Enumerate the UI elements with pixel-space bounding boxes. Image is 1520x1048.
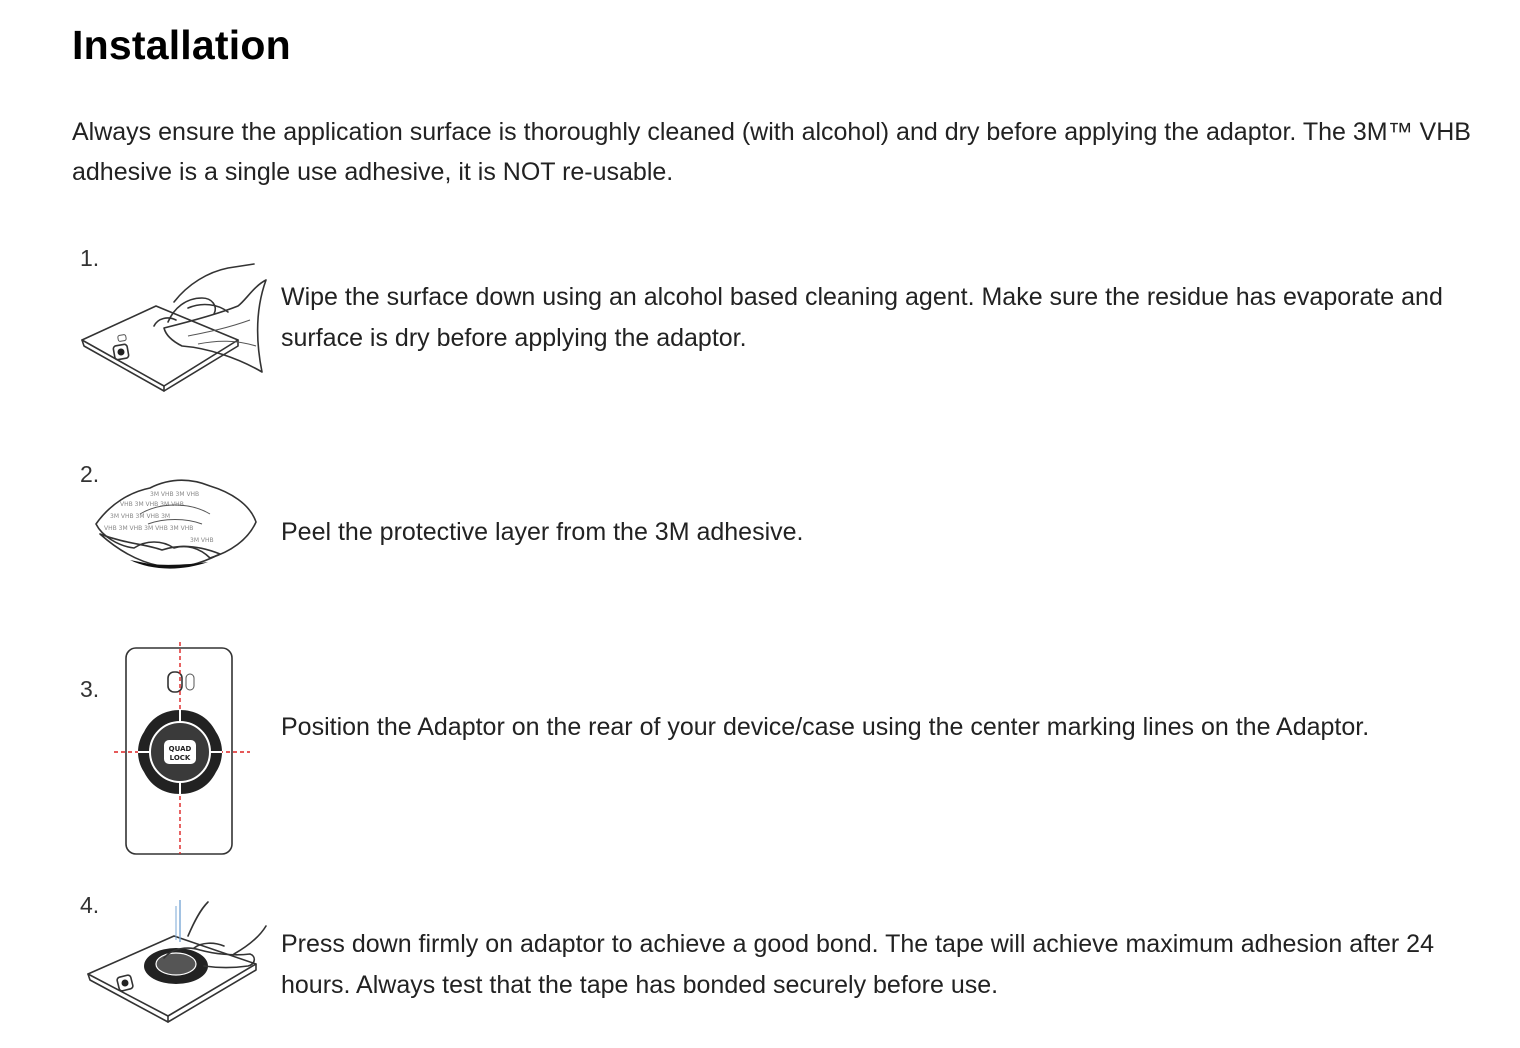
step-number: 3.: [80, 676, 100, 702]
step-text: Peel the protective layer from the 3M adhesive.: [281, 518, 804, 546]
page-title: Installation: [72, 22, 291, 68]
svg-text:VHB 3M VHB 3M VHB 3M VHB: VHB 3M VHB 3M VHB 3M VHB: [104, 525, 194, 532]
adhesive-peel-icon: [90, 474, 262, 574]
wipe-phone-icon: [78, 262, 270, 392]
step-number: 2.: [80, 461, 100, 487]
svg-text:VHB 3M VHB 3M VHB: VHB 3M VHB 3M VHB: [120, 501, 184, 508]
intro-paragraph: Always ensure the application surface is thoroughly cleaned (with alcohol) and dry before applying the adaptor. The 3M™ VHB adhesive is a single use adhesive, it is NOT re-usable.: [72, 118, 1471, 186]
svg-text:3M VHB: 3M VHB: [190, 537, 214, 544]
position-adaptor-icon: [112, 640, 252, 858]
step-number: 1.: [80, 245, 100, 271]
step-text: Press down firmly on adaptor to achieve a good bond. The tape will achieve maximum adhesion after 24 hours. Always test that the tape has bonded securely before use.: [281, 930, 1434, 999]
svg-text:3M VHB 3M VHB: 3M VHB 3M VHB: [150, 491, 200, 498]
quad-lock-logo: QUAD: [168, 745, 192, 753]
press-adaptor-icon: [84, 896, 268, 1024]
step-text: Wipe the surface down using an alcohol based cleaning agent. Make sure the residue has evaporate and surface is dry before applying the adaptor.: [281, 283, 1443, 352]
step-text: Position the Adaptor on the rear of your device/case using the center marking lines on the Adaptor.: [281, 713, 1370, 741]
step-number: 4.: [80, 892, 100, 918]
svg-text:LOCK: LOCK: [169, 754, 191, 762]
svg-text:3M VHB 3M VHB 3M: 3M VHB 3M VHB 3M: [110, 513, 171, 520]
